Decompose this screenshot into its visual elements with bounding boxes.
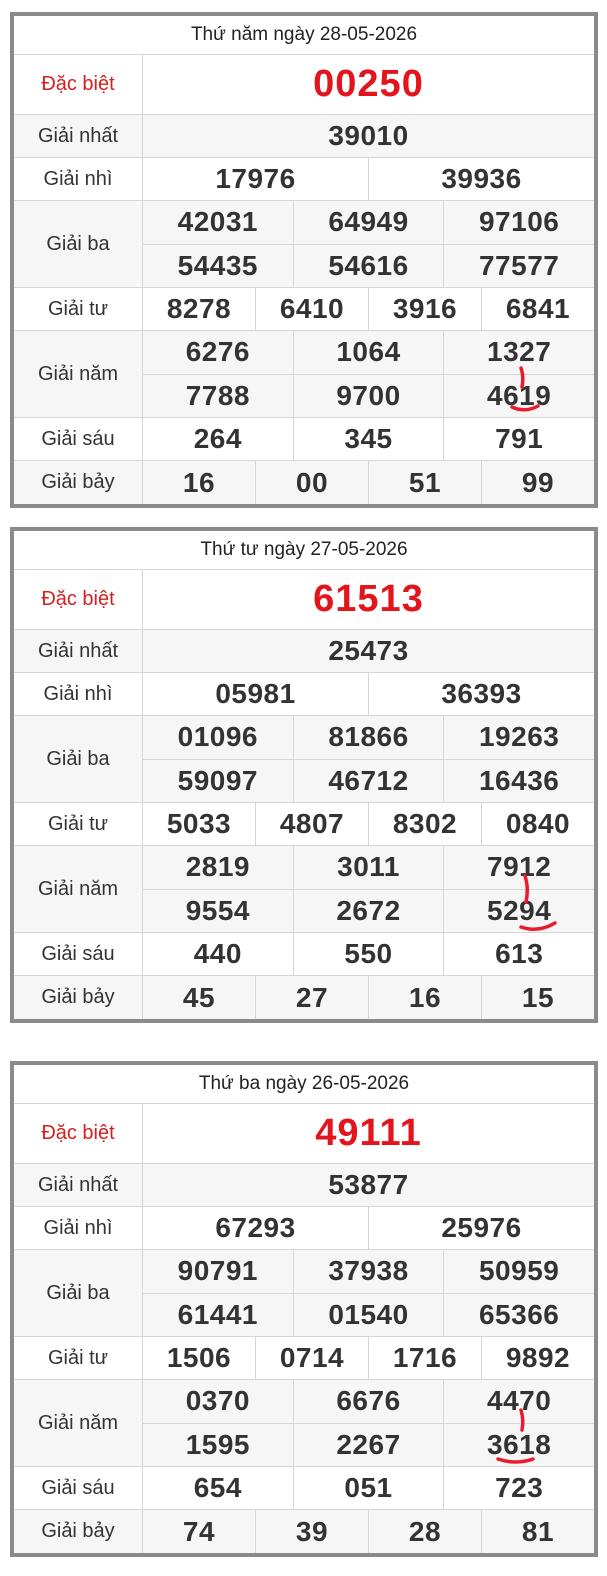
fourth-number: 1716: [368, 1337, 481, 1379]
third-number: 77577: [443, 245, 594, 288]
second-number: 67293: [215, 1212, 296, 1243]
seventh-number: 81: [481, 1510, 594, 1553]
fifth-number: 1595: [185, 1428, 250, 1460]
result-card: [10, 1061, 598, 1557]
second-number: 05981: [215, 678, 296, 709]
fourth-number: 6410: [255, 288, 368, 330]
label-special: Đặc biệt: [14, 55, 143, 114]
fifth-number: 1064: [293, 331, 444, 374]
third-number: 01096: [177, 721, 259, 753]
label-first: Giải nhất: [14, 115, 143, 157]
label-fourth: Giải tư: [14, 803, 143, 845]
label-second: Giải nhì: [14, 673, 143, 715]
row-fourth: [14, 1337, 594, 1380]
third-number: 01540: [293, 1294, 444, 1337]
row-seventh: [14, 461, 594, 504]
second-number: 25976: [368, 1207, 594, 1249]
fifth-number: 9700: [293, 375, 444, 418]
third-number: 65366: [443, 1294, 594, 1337]
third-number: 46712: [293, 760, 444, 803]
third-number: 64949: [293, 201, 444, 244]
sixth-number: 550: [293, 933, 444, 975]
row-second: [14, 1207, 594, 1250]
card-title: Thứ ba ngày 26-05-2026: [14, 1065, 594, 1104]
fifth-number: 4470: [443, 1380, 594, 1423]
fifth-number: 2819: [185, 851, 250, 883]
first-number: 25473: [328, 635, 409, 666]
third-number: 19263: [443, 716, 594, 759]
fourth-number: 6841: [481, 288, 594, 330]
row-second: [14, 158, 594, 201]
third-number: 42031: [177, 206, 259, 238]
fifth-number: 3011: [293, 846, 444, 889]
third-number: 37938: [293, 1250, 444, 1293]
row-special: [14, 1104, 594, 1164]
card-title: Thứ năm ngày 28-05-2026: [14, 16, 594, 55]
label-fifth: Giải năm: [14, 846, 143, 932]
fifth-number: 3618: [443, 1424, 594, 1467]
seventh-number: 51: [368, 461, 481, 504]
label-fourth: Giải tư: [14, 1337, 143, 1379]
result-card: [10, 527, 598, 1023]
row-fifth: [14, 846, 594, 933]
row-fifth: [14, 1380, 594, 1467]
fourth-number: 3916: [368, 288, 481, 330]
sixth-number: 051: [293, 1467, 444, 1509]
fifth-number: 1327: [443, 331, 594, 374]
label-first: Giải nhất: [14, 1164, 143, 1206]
row-third: [14, 716, 594, 803]
label-sixth: Giải sáu: [14, 1467, 143, 1509]
third-number: 97106: [443, 201, 594, 244]
label-first: Giải nhất: [14, 630, 143, 672]
fourth-number: 8278: [166, 293, 232, 324]
fifth-number: 2267: [293, 1424, 444, 1467]
third-number: 54435: [177, 249, 259, 281]
sixth-number: 264: [193, 423, 242, 454]
label-second: Giải nhì: [14, 1207, 143, 1249]
row-special: [14, 570, 594, 630]
sixth-number: 440: [193, 938, 242, 969]
fifth-number: 5294: [443, 890, 594, 933]
row-special: [14, 55, 594, 115]
seventh-number: 16: [368, 976, 481, 1019]
third-number: 54616: [293, 245, 444, 288]
first-number: 53877: [328, 1169, 409, 1200]
fifth-number: 0370: [185, 1385, 250, 1417]
row-sixth: [14, 418, 594, 461]
fourth-number: 0840: [481, 803, 594, 845]
fourth-number: 8302: [368, 803, 481, 845]
fifth-number: 4619: [443, 375, 594, 418]
label-second: Giải nhì: [14, 158, 143, 200]
seventh-number: 45: [182, 981, 216, 1013]
card-title: Thứ tư ngày 27-05-2026: [14, 531, 594, 570]
label-seventh: Giải bảy: [14, 976, 143, 1019]
row-seventh: [14, 1510, 594, 1553]
seventh-number: 27: [255, 976, 368, 1019]
row-fifth: [14, 331, 594, 418]
label-sixth: Giải sáu: [14, 933, 143, 975]
seventh-number: 99: [481, 461, 594, 504]
seventh-number: 39: [255, 1510, 368, 1553]
row-fourth: [14, 288, 594, 331]
third-number: 61441: [177, 1298, 259, 1330]
fourth-number: 4807: [255, 803, 368, 845]
row-first: [14, 1164, 594, 1207]
label-fifth: Giải năm: [14, 1380, 143, 1466]
sixth-number: 723: [443, 1467, 594, 1509]
seventh-number: 74: [182, 1515, 216, 1547]
third-number: 81866: [293, 716, 444, 759]
first-number: 39010: [328, 120, 409, 151]
seventh-number: 28: [368, 1510, 481, 1553]
second-number: 36393: [368, 673, 594, 715]
special-number: 61513: [313, 578, 424, 620]
label-fifth: Giải năm: [14, 331, 143, 417]
third-number: 59097: [177, 764, 259, 796]
label-fourth: Giải tư: [14, 288, 143, 330]
fifth-number: 9554: [185, 894, 250, 926]
row-first: [14, 630, 594, 673]
sixth-number: 654: [193, 1472, 242, 1503]
row-second: [14, 673, 594, 716]
third-number: 90791: [177, 1255, 259, 1287]
label-seventh: Giải bảy: [14, 461, 143, 504]
row-sixth: [14, 933, 594, 976]
fourth-number: 1506: [166, 1342, 232, 1373]
second-number: 39936: [368, 158, 594, 200]
row-sixth: [14, 1467, 594, 1510]
special-number: 00250: [313, 63, 424, 105]
label-third: Giải ba: [14, 1250, 143, 1336]
result-card: [10, 12, 598, 508]
seventh-number: 16: [182, 466, 216, 498]
fifth-number: 6676: [293, 1380, 444, 1423]
fourth-number: 0714: [255, 1337, 368, 1379]
label-third: Giải ba: [14, 716, 143, 802]
label-special: Đặc biệt: [14, 570, 143, 629]
sixth-number: 791: [443, 418, 594, 460]
special-number: 49111: [315, 1112, 422, 1154]
row-third: [14, 201, 594, 288]
row-seventh: [14, 976, 594, 1019]
seventh-number: 00: [255, 461, 368, 504]
sixth-number: 613: [443, 933, 594, 975]
fourth-number: 5033: [166, 808, 232, 839]
fifth-number: 7912: [443, 846, 594, 889]
fifth-number: 6276: [185, 336, 250, 368]
third-number: 16436: [443, 760, 594, 803]
fifth-number: 2672: [293, 890, 444, 933]
seventh-number: 15: [481, 976, 594, 1019]
second-number: 17976: [215, 163, 296, 194]
fifth-number: 7788: [185, 379, 250, 411]
label-special: Đặc biệt: [14, 1104, 143, 1163]
label-seventh: Giải bảy: [14, 1510, 143, 1553]
sixth-number: 345: [293, 418, 444, 460]
row-first: [14, 115, 594, 158]
row-fourth: [14, 803, 594, 846]
label-third: Giải ba: [14, 201, 143, 287]
third-number: 50959: [443, 1250, 594, 1293]
row-third: [14, 1250, 594, 1337]
fourth-number: 9892: [481, 1337, 594, 1379]
label-sixth: Giải sáu: [14, 418, 143, 460]
